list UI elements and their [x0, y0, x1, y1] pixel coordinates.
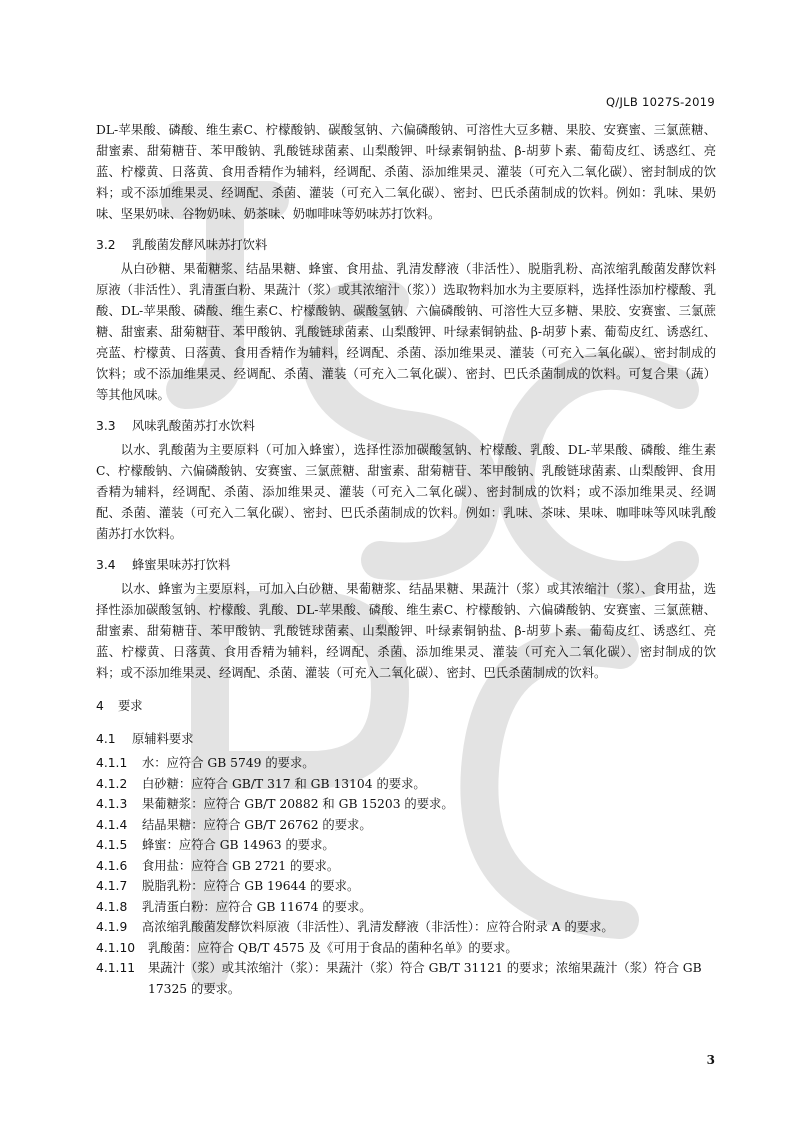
document-code-header: Q/JLB 1027S-2019 — [605, 95, 715, 109]
item-text: 白砂糖：应符合 GB/T 317 和 GB 13104 的要求。 — [142, 776, 426, 791]
requirement-item — [96, 835, 716, 856]
item-number: 4.1.6 — [96, 858, 128, 873]
page-number: 3 — [706, 1053, 715, 1067]
item-number: 4.1.1 — [96, 756, 128, 770]
section-title: 原辅料要求 — [132, 732, 194, 746]
section-title: 蜂蜜果味苏打饮料 — [132, 558, 231, 572]
section-body-3-2: 从白砂糖、果葡糖浆、结晶果糖、蜂蜜、食用盐、乳清发酵液（非活性）、脱脂乳粉、高浓缩乳酸菌发酵饮料原液（非活性）、乳清蛋白粉、果蔬汁（浆）或其浓缩汁（浆））选取物料加水为主要原料，选择性添加柠檬酸、乳酸、DL-苹果酸、磷酸、维生素C、柠檬酸钠、碳酸氢钠、六偏磷酸钠、可溶性大豆多糖、果胶、安赛蜜、三氯蔗糖、甜蜜素、甜菊糖苷、苯甲酸钠、乳酸链球菌素、山梨酸钾、叶绿素铜钠盐、β-胡萝卜素、葡萄皮红、诱惑红、亮蓝、柠檬黄、日落黄、食用香精作为辅料，经调配、杀菌、添加维果灵、灌装（可充入二氧化碳）、密封制成的饮料；或不添加维果灵、经调配、杀菌、灌装（可充入二氧化碳）、密封、巴氏杀菌制成的饮料。可复合果（蔬）等其他风味。 — [96, 262, 716, 402]
requirement-item — [96, 917, 716, 938]
item-number: 4.1.10 — [96, 940, 136, 955]
intro-paragraph: DL-苹果酸、磷酸、维生素C、柠檬酸钠、碳酸氢钠、六偏磷酸钠、可溶性大豆多糖、果胶、安赛蜜、三氯蔗糖、甜蜜素、甜菊糖苷、苯甲酸钠、乳酸链球菌素、山梨酸钾、叶绿素铜钠盐、β-胡萝卜素、葡萄皮红、诱惑红、亮蓝、柠檬黄、日落黄、食用香精作为辅料，经调配、杀菌、添加维果灵、灌装（可充入二氧化碳）、密封制成的饮料；或不添加维果灵、经调配、杀菌、灌装（可充入二氧化碳）、密封、巴氏杀菌制成的饮料。例如：乳味、果奶味、坚果奶味、谷物奶味、奶茶味、奶咖啡味等奶味苏打饮料。 — [96, 123, 716, 221]
item-text: 高浓缩乳酸菌发酵饮料原液（非活性）、乳清发酵液（非活性）：应符合附录 A 的要求。 — [142, 920, 614, 934]
requirement-item — [96, 815, 716, 836]
item-number: 4.1.11 — [96, 961, 136, 975]
item-number: 4.1.2 — [96, 776, 128, 791]
item-number: 4.1.3 — [96, 797, 128, 811]
item-text: 结晶果糖：应符合 GB/T 26762 的要求。 — [142, 817, 372, 832]
section-number: 3.4 — [96, 558, 116, 572]
item-number: 4.1.4 — [96, 817, 128, 832]
item-text: 蜂蜜：应符合 GB 14963 的要求。 — [142, 838, 335, 852]
section-heading-3-3 — [96, 416, 716, 437]
requirement-item — [96, 856, 716, 877]
item-text: 水：应符合 GB 5749 的要求。 — [142, 756, 315, 770]
section-number: 4.1 — [96, 732, 116, 746]
chapter-heading-4 — [96, 696, 716, 717]
document-body — [96, 120, 716, 999]
item-text: 果蔬汁（浆）或其浓缩汁（浆）：果蔬汁（浆）符合 GB/T 31121 的要求；浓缩果蔬汁（浆）符合 GB 17325 的要求。 — [148, 961, 702, 996]
requirement-item — [96, 753, 716, 774]
requirement-item — [96, 938, 716, 959]
section-heading-4-1 — [96, 729, 716, 750]
section-body-3-3: 以水、乳酸菌为主要原料（可加入蜂蜜），选择性添加碳酸氢钠、柠檬酸、乳酸、DL-苹果酸、磷酸、维生素C、柠檬酸钠、六偏磷酸钠、安赛蜜、三氯蔗糖、甜蜜素、甜菊糖苷、苯甲酸钠、乳酸链球菌素、山梨酸钾、食用香精为辅料，经调配、杀菌、添加维果灵、灌装（可充入二氧化碳）、密封制成的饮料；或不添加维果灵、经调配、杀菌、灌装（可充入二氧化碳）、密封、巴氏杀菌制成的饮料。例如：乳味、茶味、果味、咖啡味等风味乳酸菌苏打水饮料。 — [96, 443, 716, 541]
section-title: 风味乳酸菌苏打水饮料 — [132, 419, 255, 433]
item-text: 果葡糖浆：应符合 GB/T 20882 和 GB 15203 的要求。 — [142, 797, 454, 811]
item-number: 4.1.5 — [96, 838, 128, 852]
section-number: 3.2 — [96, 238, 116, 252]
item-number: 4.1.9 — [96, 920, 128, 934]
section-number: 3.3 — [96, 419, 116, 433]
item-text: 乳清蛋白粉：应符合 GB 11674 的要求。 — [142, 899, 372, 914]
item-text: 乳酸菌：应符合 QB/T 4575 及《可用于食品的菌种名单》的要求。 — [148, 940, 518, 955]
item-text: 食用盐：应符合 GB 2721 的要求。 — [142, 858, 340, 873]
requirement-item — [96, 876, 716, 897]
requirement-item — [96, 958, 716, 999]
section-heading-3-2 — [96, 235, 716, 256]
section-body-3-4: 以水、蜂蜜为主要原料，可加入白砂糖、果葡糖浆、结晶果糖、果蔬汁（浆）或其浓缩汁（浆）、食用盐，选择性添加碳酸氢钠、柠檬酸、乳酸、DL-苹果酸、磷酸、维生素C、柠檬酸钠、六偏磷酸钠、安赛蜜、三氯蔗糖、甜蜜素、甜菊糖苷、苯甲酸钠、乳酸链球菌素、山梨酸钾、叶绿素铜钠盐、β-胡萝卜素、葡萄皮红、诱惑红、亮蓝、柠檬黄、日落黄、食用香精为辅料，经调配、杀菌、添加维果灵、灌装（可充入二氧化碳）、密封制成的饮料；或不添加维果灵、经调配、杀菌、灌装（可充入二氧化碳）、密封、巴氏杀菌制成的饮料。 — [96, 582, 716, 680]
section-title: 乳酸菌发酵风味苏打饮料 — [132, 238, 268, 252]
item-number: 4.1.7 — [96, 879, 128, 893]
section-heading-3-4 — [96, 555, 716, 576]
chapter-number: 4 — [96, 699, 104, 713]
chapter-title: 要求 — [118, 699, 143, 713]
requirement-item — [96, 794, 716, 815]
requirement-item — [96, 774, 716, 795]
item-text: 脱脂乳粉：应符合 GB 19644 的要求。 — [142, 879, 360, 893]
requirement-item — [96, 897, 716, 918]
item-number: 4.1.8 — [96, 899, 128, 914]
